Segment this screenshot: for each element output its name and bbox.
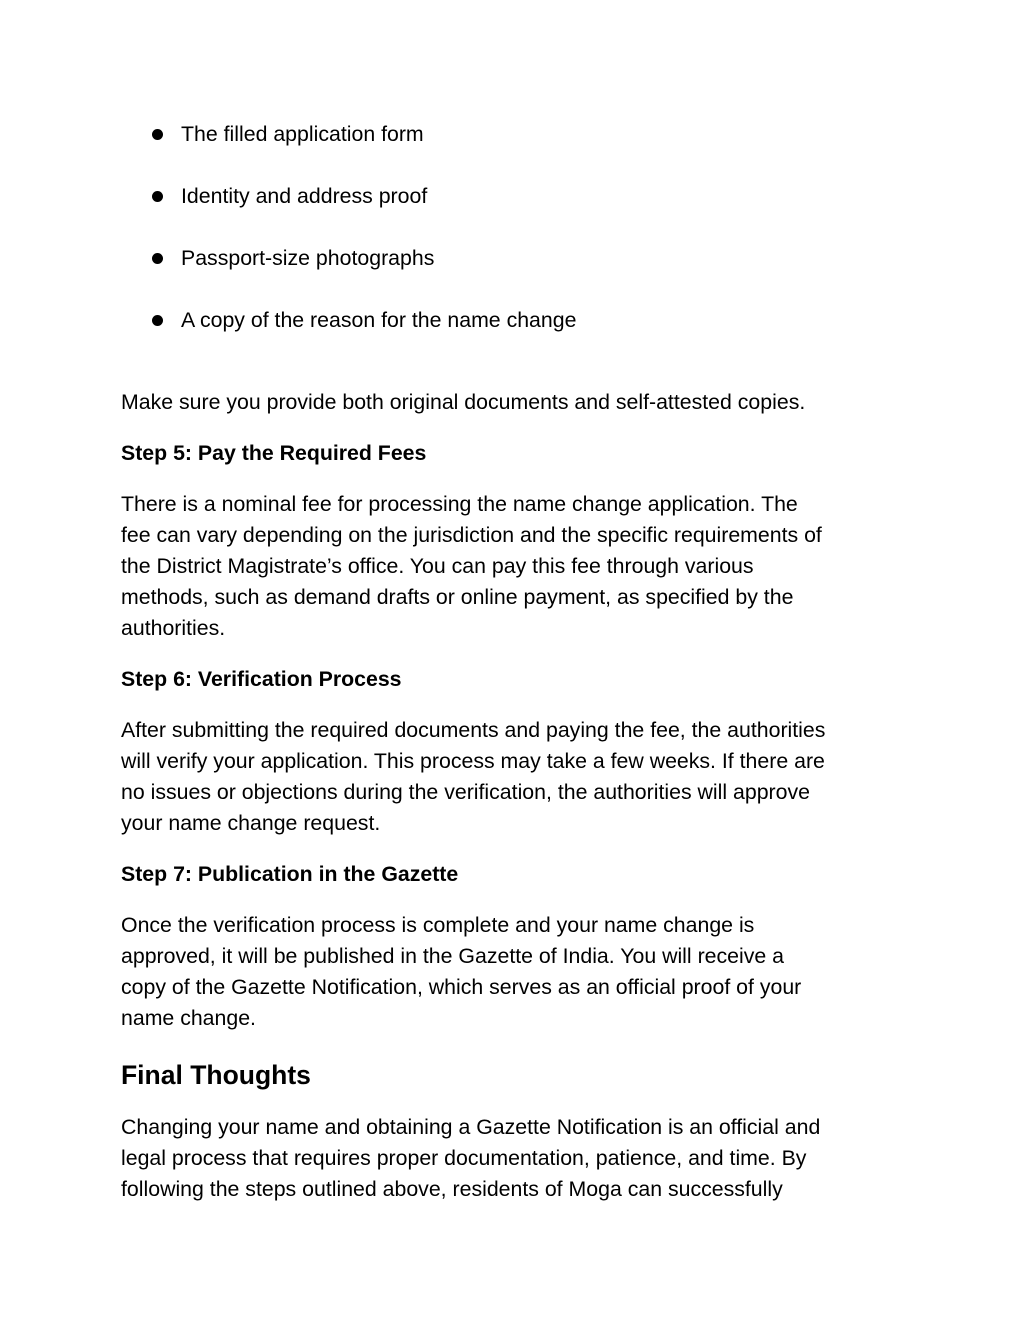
step5-paragraph: There is a nominal fee for processing the name change application. The fee can vary depending on the jurisdiction and the specific requirements of the District Magistrate’s office. You can pay this fee through various methods, such as demand drafts or online payment, as specified by the authorities. (121, 492, 822, 640)
bullet-icon (152, 129, 163, 140)
list-item: The filled application form (152, 120, 576, 182)
bullet-icon (152, 191, 163, 202)
bullet-icon (152, 253, 163, 264)
bullet-icon (152, 315, 163, 326)
list-item: A copy of the reason for the name change (152, 306, 576, 368)
step7-paragraph: Once the verification process is complete and your name change is approved, it will be published in the Gazette of India. You will receive a copy of the Gazette Notification, which serves as an official proof of your name change. (121, 913, 802, 1030)
list-item: Identity and address proof (152, 182, 576, 244)
final-thoughts-heading: Final Thoughts (121, 1060, 311, 1090)
final-thoughts-paragraph: Changing your name and obtaining a Gazette Notification is an official and legal process that requires proper documentation, patience, and time. By following the steps outlined above, residents of Moga can successfully (121, 1115, 821, 1201)
list-item: Passport-size photographs (152, 244, 576, 306)
step6-paragraph: After submitting the required documents and paying the fee, the authorities will verify your application. This process may take a few weeks. If there are no issues or objections during the verification, the authorities will approve your name change request. (121, 718, 826, 835)
step5-heading: Step 5: Pay the Required Fees (121, 441, 427, 465)
step6-heading: Step 6: Verification Process (121, 667, 402, 691)
documents-note: Make sure you provide both original documents and self-attested copies. (121, 390, 806, 414)
required-documents-list (152, 120, 576, 368)
step7-heading: Step 7: Publication in the Gazette (121, 862, 459, 886)
